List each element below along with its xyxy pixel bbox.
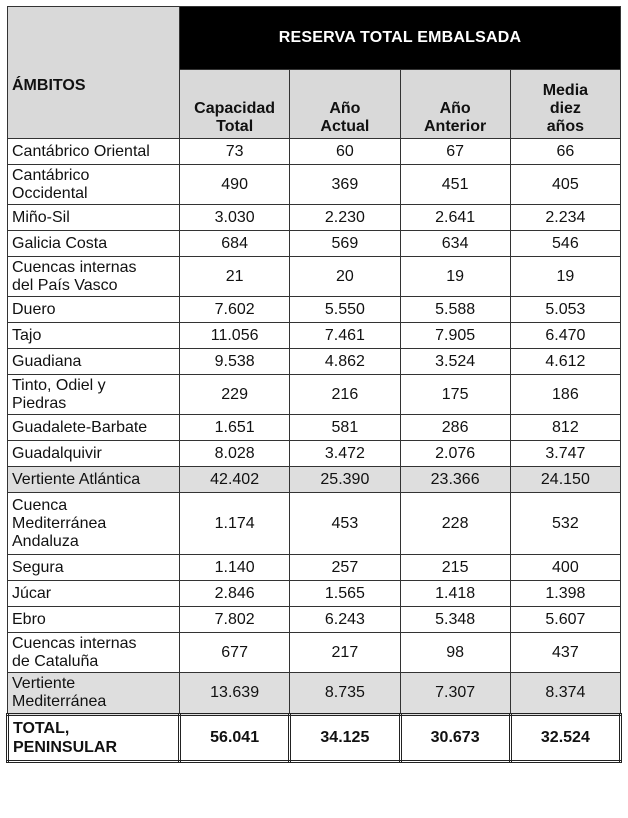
table-row [8, 607, 621, 633]
value-cell: 532 [510, 493, 620, 555]
value-cell: 9.538 [180, 349, 290, 375]
table-row [8, 323, 621, 349]
value-cell: 42.402 [180, 467, 290, 493]
table-body [8, 139, 621, 762]
value-cell: 7.307 [400, 673, 510, 715]
value-cell: 216 [290, 375, 400, 415]
value-cell: 5.588 [400, 297, 510, 323]
table-row [8, 633, 621, 673]
value-cell: 19 [510, 257, 620, 297]
row-name [8, 323, 180, 349]
value-cell: 30.673 [400, 715, 510, 762]
summary-row [8, 673, 621, 715]
value-cell: 3.472 [290, 441, 400, 467]
value-cell: 1.651 [180, 415, 290, 441]
reservoir-table [6, 6, 622, 763]
value-cell: 6.243 [290, 607, 400, 633]
value-cell: 437 [510, 633, 620, 673]
value-cell: 2.230 [290, 205, 400, 231]
row-name [8, 349, 180, 375]
row-name [8, 715, 180, 762]
column-header [180, 70, 290, 139]
row-name-line: Tinto, Odiel y [12, 376, 106, 394]
value-cell: 21 [180, 257, 290, 297]
row-name-line: Guadalete-Barbate [12, 418, 148, 436]
value-cell: 4.612 [510, 349, 620, 375]
row-name-line: Mediterránea [12, 693, 107, 710]
row-name-line: del País Vasco [12, 276, 118, 294]
row-name-line: Piedras [12, 394, 67, 412]
value-cell: 7.905 [400, 323, 510, 349]
value-cell: 98 [400, 633, 510, 673]
row-name-line: Miño-Sil [12, 208, 70, 226]
value-cell: 13.639 [180, 673, 290, 715]
value-cell: 634 [400, 231, 510, 257]
row-name [8, 673, 180, 715]
row-name-line: Mediterránea [12, 514, 107, 532]
value-cell: 812 [510, 415, 620, 441]
row-name-line: Duero [12, 300, 56, 318]
value-cell: 5.348 [400, 607, 510, 633]
value-cell: 217 [290, 633, 400, 673]
value-cell: 7.802 [180, 607, 290, 633]
value-cell: 569 [290, 231, 400, 257]
value-cell: 451 [400, 165, 510, 205]
column-header-line: Total [216, 118, 254, 135]
value-cell: 3.030 [180, 205, 290, 231]
value-cell: 677 [180, 633, 290, 673]
row-name [8, 633, 180, 673]
value-cell: 73 [180, 139, 290, 165]
row-name [8, 607, 180, 633]
value-cell: 3.747 [510, 441, 620, 467]
row-name-line: Guadiana [12, 352, 82, 370]
row-name [8, 441, 180, 467]
table-row [8, 581, 621, 607]
value-cell: 25.390 [290, 467, 400, 493]
table-row [8, 555, 621, 581]
row-name [8, 555, 180, 581]
row-name [8, 139, 180, 165]
value-cell: 20 [290, 257, 400, 297]
column-header-line: Actual [320, 118, 370, 135]
value-cell: 215 [400, 555, 510, 581]
value-cell: 5.607 [510, 607, 620, 633]
row-name [8, 581, 180, 607]
header-row-top [8, 7, 621, 70]
total-row [8, 715, 621, 762]
value-cell: 1.174 [180, 493, 290, 555]
value-cell: 5.550 [290, 297, 400, 323]
value-cell: 286 [400, 415, 510, 441]
table-row [8, 441, 621, 467]
value-cell: 7.602 [180, 297, 290, 323]
value-cell: 229 [180, 375, 290, 415]
value-cell: 8.374 [510, 673, 620, 715]
value-cell: 4.862 [290, 349, 400, 375]
row-name-line: Cantábrico Oriental [12, 142, 150, 160]
row-name-line: TOTAL, [13, 720, 70, 737]
row-name-line: Júcar [12, 584, 52, 602]
value-cell: 1.418 [400, 581, 510, 607]
row-name-line: Vertiente [12, 675, 76, 692]
row-name-line: Ebro [12, 610, 46, 628]
row-name [8, 415, 180, 441]
row-name-line: Segura [12, 558, 64, 576]
value-cell: 6.470 [510, 323, 620, 349]
value-cell: 34.125 [290, 715, 400, 762]
value-cell: 490 [180, 165, 290, 205]
value-cell: 2.846 [180, 581, 290, 607]
value-cell: 684 [180, 231, 290, 257]
column-header-line: Media [542, 82, 589, 99]
value-cell: 257 [290, 555, 400, 581]
value-cell: 2.076 [400, 441, 510, 467]
value-cell: 1.140 [180, 555, 290, 581]
row-name-line: Galicia Costa [12, 234, 108, 252]
value-cell: 1.565 [290, 581, 400, 607]
row-name-line: Vertiente Atlántica [12, 470, 141, 488]
value-cell: 546 [510, 231, 620, 257]
value-cell: 56.041 [180, 715, 290, 762]
reservoir-table-container [6, 6, 622, 763]
row-name [8, 257, 180, 297]
row-name [8, 493, 180, 555]
row-name-line: PENINSULAR [13, 739, 118, 756]
value-cell: 405 [510, 165, 620, 205]
value-cell: 228 [400, 493, 510, 555]
value-cell: 400 [510, 555, 620, 581]
row-name [8, 375, 180, 415]
value-cell: 24.150 [510, 467, 620, 493]
value-cell: 5.053 [510, 297, 620, 323]
value-cell: 23.366 [400, 467, 510, 493]
column-header-line: diez [549, 100, 581, 117]
table-row [8, 257, 621, 297]
row-name-line: Tajo [12, 326, 42, 344]
value-cell: 11.056 [180, 323, 290, 349]
table-row [8, 231, 621, 257]
value-cell: 19 [400, 257, 510, 297]
table-row [8, 139, 621, 165]
row-name-line: de Cataluña [12, 652, 99, 670]
row-name [8, 165, 180, 205]
row-name [8, 467, 180, 493]
value-cell: 2.641 [400, 205, 510, 231]
column-header [510, 70, 620, 139]
value-cell: 8.028 [180, 441, 290, 467]
value-cell: 1.398 [510, 581, 620, 607]
column-header-line: Anterior [424, 118, 487, 135]
value-cell: 2.234 [510, 205, 620, 231]
table-row [8, 297, 621, 323]
value-cell: 8.735 [290, 673, 400, 715]
column-header-line: años [546, 118, 585, 135]
reserve-band-header: RESERVA TOTAL EMBALSADA [180, 7, 621, 70]
table-row [8, 349, 621, 375]
column-header-line: Capacidad [194, 100, 276, 117]
value-cell: 66 [510, 139, 620, 165]
table-row [8, 375, 621, 415]
row-name-line: Cuencas internas [12, 258, 137, 276]
row-name-line: Occidental [12, 184, 88, 202]
row-name [8, 205, 180, 231]
table-header [8, 7, 621, 139]
table-row [8, 205, 621, 231]
value-cell: 7.461 [290, 323, 400, 349]
row-name [8, 231, 180, 257]
value-cell: 3.524 [400, 349, 510, 375]
value-cell: 32.524 [510, 715, 620, 762]
row-name-line: Guadalquivir [12, 444, 102, 462]
column-header-line: Año [439, 100, 471, 117]
value-cell: 60 [290, 139, 400, 165]
column-header-line: Año [329, 100, 361, 117]
row-name-line: Cantábrico [12, 166, 90, 184]
value-cell: 175 [400, 375, 510, 415]
column-header [290, 70, 400, 139]
row-name-line: Cuencas internas [12, 634, 137, 652]
value-cell: 67 [400, 139, 510, 165]
column-header [400, 70, 510, 139]
summary-row [8, 467, 621, 493]
value-cell: 453 [290, 493, 400, 555]
ambitos-header: ÁMBITOS [8, 7, 180, 139]
value-cell: 369 [290, 165, 400, 205]
row-name [8, 297, 180, 323]
table-row [8, 415, 621, 441]
row-name-line: Andaluza [12, 532, 79, 550]
table-row [8, 493, 621, 555]
value-cell: 186 [510, 375, 620, 415]
row-name-line: Cuenca [12, 496, 68, 514]
value-cell: 581 [290, 415, 400, 441]
table-row [8, 165, 621, 205]
